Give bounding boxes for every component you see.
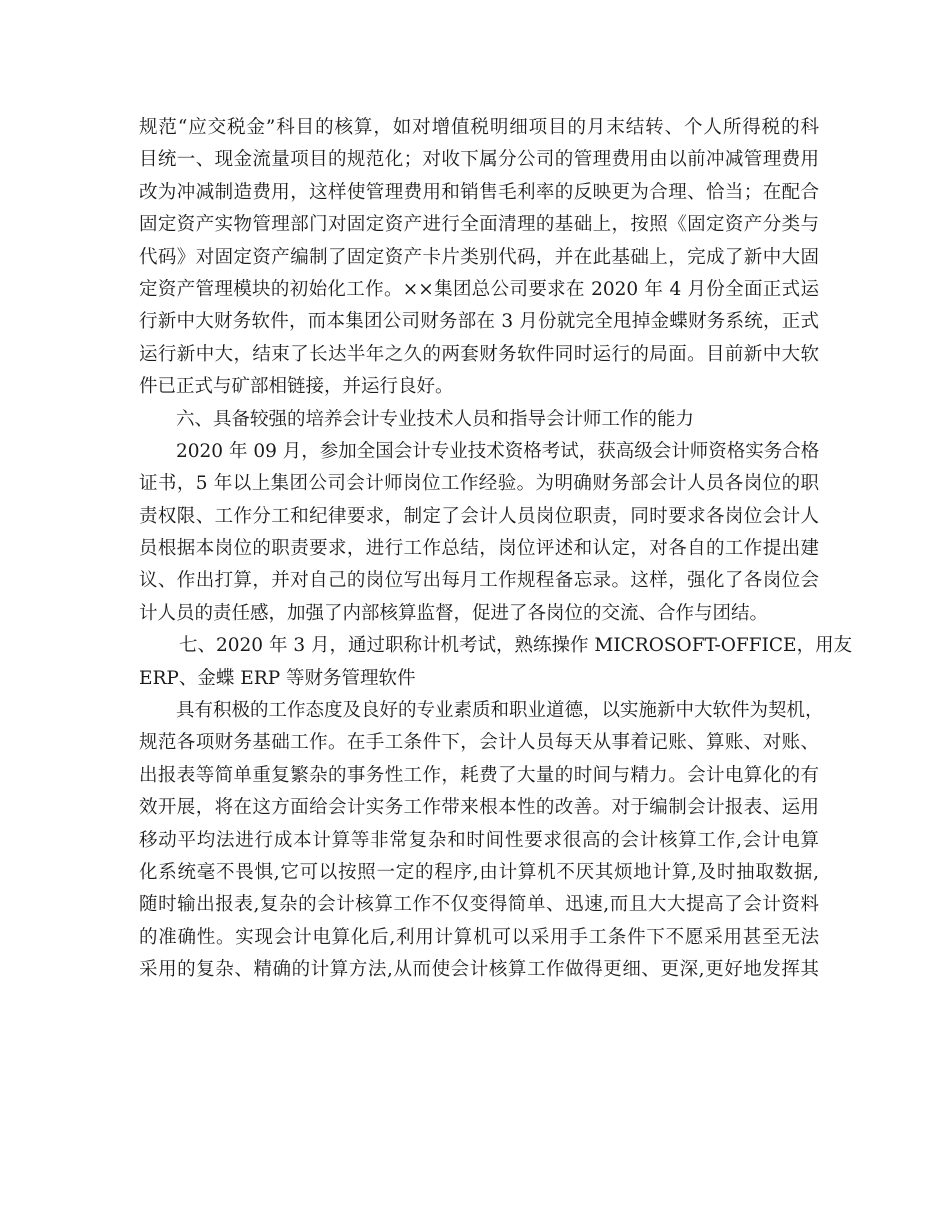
text-line: 件已正式与矿部相链接，并运行良好。 xyxy=(139,376,454,398)
text-line: 移动平均法进行成本计算等非常复杂和时间性要求很高的会计核算工作,会计电算 xyxy=(139,829,819,851)
text-line: 员根据本岗位的职责要求，进行工作总结，岗位评述和认定，对各自的工作提出建 xyxy=(139,538,819,560)
text-line: 议、作出打算，并对自己的岗位写出每月工作规程备忘录。这样，强化了各岗位会 xyxy=(139,570,819,592)
text-line: 2020 年 09 月，参加全国会计专业技术资格考试，获高级会计师资格实务合格 xyxy=(176,440,820,462)
text-line: 证书，5 年以上集团公司会计师岗位工作经验。为明确财务部会计人员各岗位的职 xyxy=(139,473,819,495)
text-line: 随时输出报表,复杂的会计核算工作不仅变得简单、迅速,而且大大提高了会计资料 xyxy=(139,894,819,916)
section-heading: 六、具备较强的培养会计专业技术人员和指导会计师工作的能力 xyxy=(176,408,695,430)
text-line: 效开展，将在这方面给会计实务工作带来根本性的改善。对于编制会计报表、运用 xyxy=(139,797,819,819)
text-line: 目统一、现金流量项目的规范化；对收下属分公司的管理费用由以前冲减管理费用 xyxy=(139,149,819,171)
text-line: 责权限、工作分工和纪律要求，制定了会计人员岗位职责，同时要求各岗位会计人 xyxy=(139,505,819,527)
text-line: ERP、金蝶 ERP 等财务管理软件 xyxy=(139,667,416,689)
document-body xyxy=(139,112,853,987)
text-line: 行新中大财务软件，而本集团公司财务部在 3 月份就完全甩掉金蝶财务系统，正式 xyxy=(139,311,819,333)
text-line: 代码》对固定资产编制了固定资产卡片类别代码，并在此基础上，完成了新中大固 xyxy=(139,246,819,268)
text-line: 的准确性。实现会计电算化后,利用计算机可以采用手工条件下不愿采用甚至无法 xyxy=(139,926,819,948)
text-line: 规范“应交税金”科目的核算，如对增值税明细项目的月末结转、个人所得税的科 xyxy=(139,117,819,138)
text-line: 改为冲减制造费用，这样使管理费用和销售毛利率的反映更为合理、恰当；在配合 xyxy=(139,181,819,203)
text-line: 采用的复杂、精确的计算方法,从而使会计核算工作做得更细、更深,更好地发挥其 xyxy=(139,959,819,981)
text-line: 具有积极的工作态度及良好的专业素质和职业道德，以实施新中大软件为契机， xyxy=(176,700,824,722)
text-line: 出报表等简单重复繁杂的事务性工作，耗费了大量的时间与精力。会计电算化的有 xyxy=(139,764,819,786)
text-line: 定资产管理模块的初始化工作。××集团总公司要求在 2020 年 4 月份全面正式运 xyxy=(139,278,819,300)
text-line: 化系统毫不畏惧,它可以按照一定的程序,由计算机不厌其烦地计算,及时抽取数据, xyxy=(139,861,819,883)
text-line: 规范各项财务基础工作。在手工条件下，会计人员每天从事着记账、算账、对账、 xyxy=(139,732,819,754)
text-line: 运行新中大，结束了长达半年之久的两套财务软件同时运行的局面。目前新中大软 xyxy=(139,343,819,365)
section-heading: 七、2020 年 3 月，通过职称计机考试，熟练操作 MICROSOFT-OFFICE，用友 xyxy=(179,635,853,657)
text-line: 计人员的责任感，加强了内部核算监督，促进了各岗位的交流、合作与团结。 xyxy=(139,602,769,624)
text-line: 固定资产实物管理部门对固定资产进行全面清理的基础上，按照《固定资产分类与 xyxy=(139,214,819,236)
